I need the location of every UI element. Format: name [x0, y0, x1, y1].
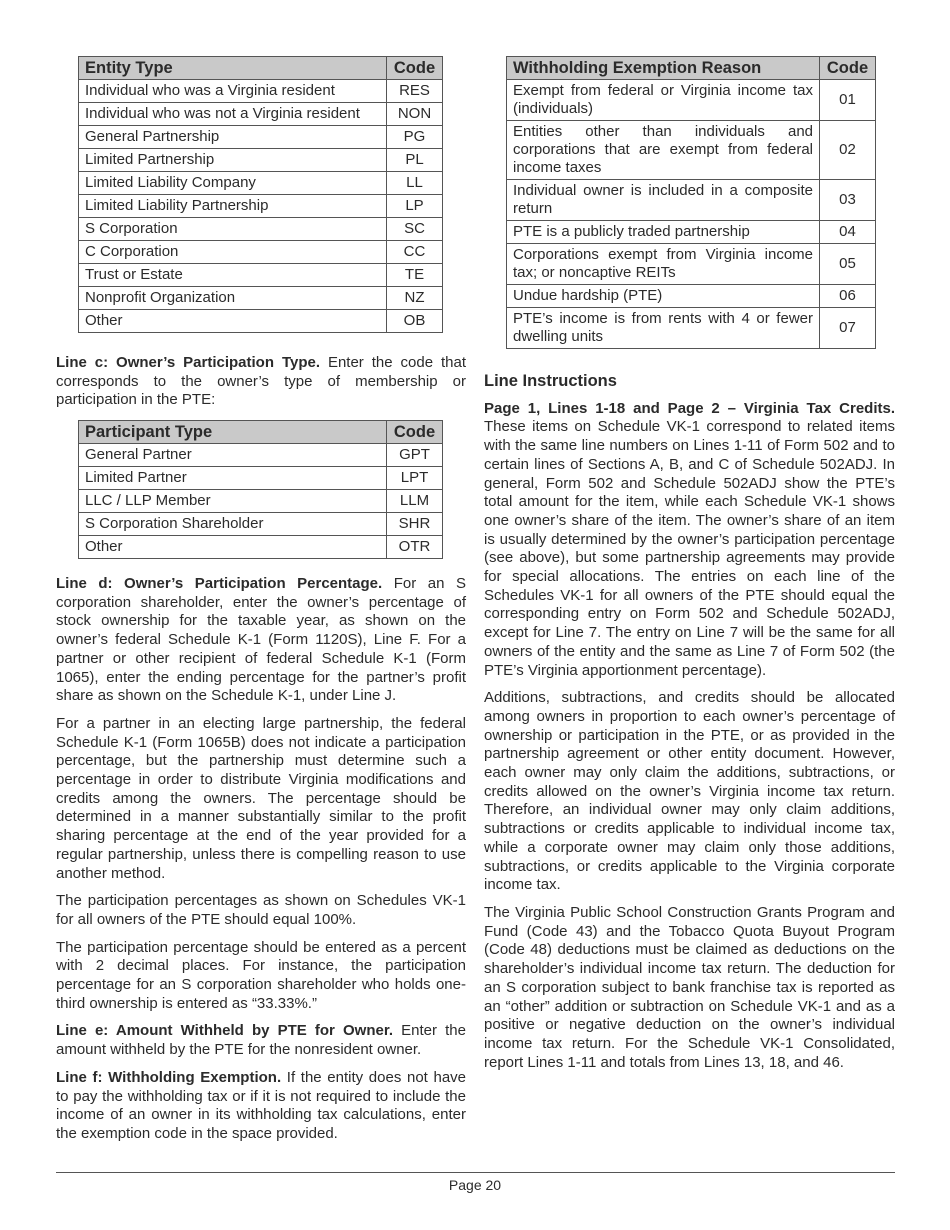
table-row	[79, 287, 443, 310]
row-label: Nonprofit Organization	[79, 287, 387, 310]
table-row	[507, 244, 876, 285]
table-row	[79, 467, 443, 490]
row-label: Entities other than individuals and corporations that are exempt from federal income taxes	[507, 121, 820, 180]
table-row	[79, 195, 443, 218]
row-label: Corporations exempt from Virginia income tax; or noncaptive REITs	[507, 244, 820, 285]
table-row	[507, 308, 876, 349]
page-number: Page 20	[448, 1177, 502, 1193]
table-header: Withholding Exemption Reason	[507, 57, 820, 80]
row-code: PL	[387, 149, 443, 172]
row-label: Individual owner is included in a composite return	[507, 180, 820, 221]
row-code: 04	[820, 221, 876, 244]
page1-text: These items on Schedule VK-1 correspond to related items with the same line numbers on Lines 1-11 of Form 502 and to certain lines of Sections A, B, and C of Schedule 502ADJ. In general, Form 502 and Schedule 502ADJ show the PTE’s total amount for the item, while each Schedule VK-1 shows one owner’s share of the item. The owner’s share of an item is usually determined by the owner’s participation percentage (see above), but some partnership agreements may provide for special allocations. The entries on each line of the Schedules VK-1 for all owners of the PTE should equal the corresponding entry on Form 502 and Schedule 502ADJ, except for Line 7. The entry on Line 7 will be the same for all owners of the entity and the same as Line 7 of Form 502 (the PTE’s Virginia apportionment percentage).	[484, 418, 895, 679]
row-label: Individual who was a Virginia resident	[79, 80, 387, 103]
table-row	[507, 121, 876, 180]
table-row	[79, 149, 443, 172]
row-label: Individual who was not a Virginia resident	[79, 103, 387, 126]
line-c-text: Enter the code that corresponds to the owner’s type of membership or participation in the PTE:	[56, 354, 466, 409]
line-instructions-heading: Line Instructions	[484, 372, 617, 390]
page1-paragraph	[484, 400, 895, 681]
row-code: SHR	[387, 513, 443, 536]
row-label: General Partner	[79, 444, 387, 467]
row-label: S Corporation Shareholder	[79, 513, 387, 536]
line-d-label: Line d: Owner’s Participation Percentage.	[56, 575, 383, 592]
line-c-label: Line c: Owner’s Participation Type.	[56, 354, 321, 371]
row-code: PG	[387, 126, 443, 149]
row-label: Limited Partnership	[79, 149, 387, 172]
line-e-text: Enter the amount withheld by the PTE for the nonresident owner.	[56, 1022, 466, 1059]
table-row	[79, 490, 443, 513]
row-code: NON	[387, 103, 443, 126]
table-header: Participant Type	[79, 421, 387, 444]
row-code: 06	[820, 285, 876, 308]
participant-type-table	[78, 420, 443, 559]
row-label: Other	[79, 310, 387, 333]
line-e-paragraph	[56, 1022, 466, 1059]
page1-label: Page 1, Lines 1-18 and Page 2 – Virginia Tax Credits.	[484, 399, 895, 417]
table-row	[507, 80, 876, 121]
decimal-paragraph: The participation percentage should be entered as a percent with 2 decimal places. For instance, the participation percentage for an S corporation shareholder who holds one-third ownership is entered as “33.33%.”	[56, 938, 466, 1012]
line-c-paragraph	[56, 354, 466, 410]
row-label: PTE’s income is from rents with 4 or fewer dwelling units	[507, 308, 820, 349]
row-label: Limited Partner	[79, 467, 387, 490]
table-row	[79, 218, 443, 241]
row-code: TE	[387, 264, 443, 287]
row-label: S Corporation	[79, 218, 387, 241]
row-label: Exempt from federal or Virginia income tax (individuals)	[507, 80, 820, 121]
table-row	[79, 444, 443, 467]
entity-type-table	[78, 56, 443, 333]
line-d-text: For an S corporation shareholder, enter the owner’s percentage of stock ownership for the taxable year, as shown on the owner’s federal Schedule K-1 (Form 1120S), Line F. For a partner or other recipient of federal Schedule K-1 (Form 1065), enter the ending percentage for the partner’s profit share as shown on the Schedule K-1, under Line J.	[56, 575, 466, 705]
table-header: Code	[820, 57, 876, 80]
additions-paragraph: Additions, subtractions, and credits should be allocated among owners in proportion to each owner’s percentage of ownership or participation in the PTE, or as provided in the partnership agreement or other entity document. However, each owner may only claim the additions, subtractions, or credits allowed on the owner’s Virginia income tax return. Therefore, an individual owner may only claim additions, subtractions or credits applicable to individual income tax, while a corporate owner may claim only those additions, subtractions, or credits applicable to the Virginia corporate income tax.	[484, 689, 895, 894]
row-code: CC	[387, 241, 443, 264]
total-paragraph: The participation percentages as shown on Schedules VK-1 for all owners of the PTE should equal 100%.	[56, 892, 466, 928]
withholding-exemption-table	[506, 56, 876, 349]
row-code: LP	[387, 195, 443, 218]
row-label: C Corporation	[79, 241, 387, 264]
table-row	[79, 241, 443, 264]
table-row	[507, 180, 876, 221]
table-header: Code	[387, 57, 443, 80]
row-code: LL	[387, 172, 443, 195]
row-code: OTR	[387, 536, 443, 559]
table-row	[79, 172, 443, 195]
row-code: SC	[387, 218, 443, 241]
table-row	[79, 80, 443, 103]
table-row	[79, 536, 443, 559]
row-code: OB	[387, 310, 443, 333]
table-row	[79, 103, 443, 126]
row-label: General Partnership	[79, 126, 387, 149]
row-code: 07	[820, 308, 876, 349]
table-row	[507, 221, 876, 244]
table-row	[79, 310, 443, 333]
row-label: LLC / LLP Member	[79, 490, 387, 513]
row-label: Limited Liability Partnership	[79, 195, 387, 218]
electing-partnership-paragraph: For a partner in an electing large partnership, the federal Schedule K-1 (Form 1065B) does not indicate a participation percentage, but the partnership must determine such a percentage in order to distribute Virginia modifications and credits among the owners. The percentage should be determined in a manner substantially similar to the profit sharing percentage at the end of the year provided for a regular partnership, unless there is compelling reason to use another method.	[56, 714, 466, 882]
table-header: Code	[387, 421, 443, 444]
line-f-paragraph	[56, 1069, 466, 1144]
row-code: 01	[820, 80, 876, 121]
row-code: NZ	[387, 287, 443, 310]
table-row	[507, 285, 876, 308]
row-label: Limited Liability Company	[79, 172, 387, 195]
table-row	[79, 264, 443, 287]
row-code: RES	[387, 80, 443, 103]
row-label: PTE is a publicly traded partnership	[507, 221, 820, 244]
line-f-text: If the entity does not have to pay the withholding tax or if it is not required to include the income of an owner in its withholding tax calculations, enter the exemption code in the space provided.	[56, 1068, 467, 1142]
school-construction-paragraph: The Virginia Public School Construction Grants Program and Fund (Code 43) and the Tobacco Quota Buyout Program (Code 48) deductions must be claimed as deductions on the shareholder’s individual income tax return. The deduction for an S corporation subject to bank franchise tax is reported as an “other” addition or subtraction on Schedule VK-1 and as a positive or negative deduction on the owner’s individual income tax return. For the Schedule VK-1 Consolidated, report Lines 1-11 and totals from Lines 13, 18, and 46.	[484, 903, 895, 1071]
table-header: Entity Type	[79, 57, 387, 80]
row-code: GPT	[387, 444, 443, 467]
row-code: 05	[820, 244, 876, 285]
row-code: 02	[820, 121, 876, 180]
row-label: Undue hardship (PTE)	[507, 285, 820, 308]
row-code: LPT	[387, 467, 443, 490]
footer-divider	[56, 1172, 895, 1173]
row-label: Other	[79, 536, 387, 559]
row-code: LLM	[387, 490, 443, 513]
line-e-label: Line e: Amount Withheld by PTE for Owner.	[56, 1022, 394, 1040]
table-row	[79, 513, 443, 536]
table-row	[79, 126, 443, 149]
line-d-paragraph	[56, 575, 466, 706]
row-label: Trust or Estate	[79, 264, 387, 287]
line-f-label: Line f: Withholding Exemption.	[56, 1068, 282, 1086]
row-code: 03	[820, 180, 876, 221]
